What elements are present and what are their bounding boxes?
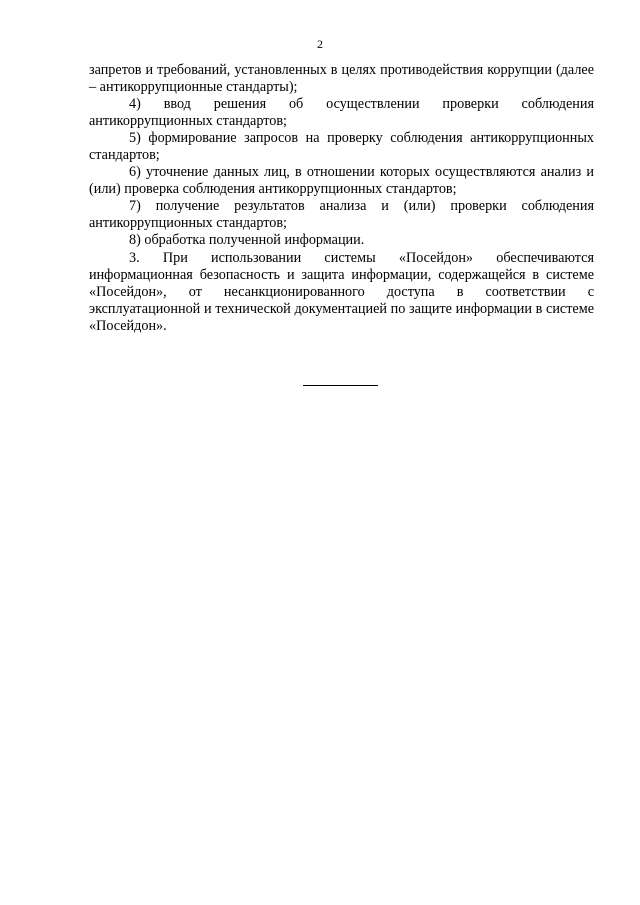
section-3-paragraph: 3. При использовании системы «Посейдон» обеспечиваются информационная безопасность и защита информации, содержащейся в системе «Посейдон», от несанкционированного доступа в соответствии с эксплуатационной и технической документацией по защите информации в системе «Посейдон». bbox=[89, 249, 594, 334]
list-item-7: 7) получение результатов анализа и (или) проверки соблюдения антикоррупционных стандартов; bbox=[89, 198, 594, 232]
page-number: 2 bbox=[317, 37, 323, 51]
list-item-6: 6) уточнение данных лиц, в отношении которых осуществляются анализ и (или) проверка соблюдения антикоррупционных стандартов; bbox=[89, 164, 594, 198]
paragraph-continuation: запретов и требований, установленных в целях противодействия коррупции (далее – антикоррупционные стандарты); bbox=[89, 62, 594, 96]
end-separator-line bbox=[303, 385, 378, 386]
document-body bbox=[89, 62, 594, 335]
list-item-5: 5) формирование запросов на проверку соблюдения антикоррупционных стандартов; bbox=[89, 130, 594, 164]
list-item-8: 8) обработка полученной информации. bbox=[129, 232, 365, 249]
list-item-4: 4) ввод решения об осуществлении проверки соблюдения антикоррупционных стандартов; bbox=[89, 96, 594, 130]
